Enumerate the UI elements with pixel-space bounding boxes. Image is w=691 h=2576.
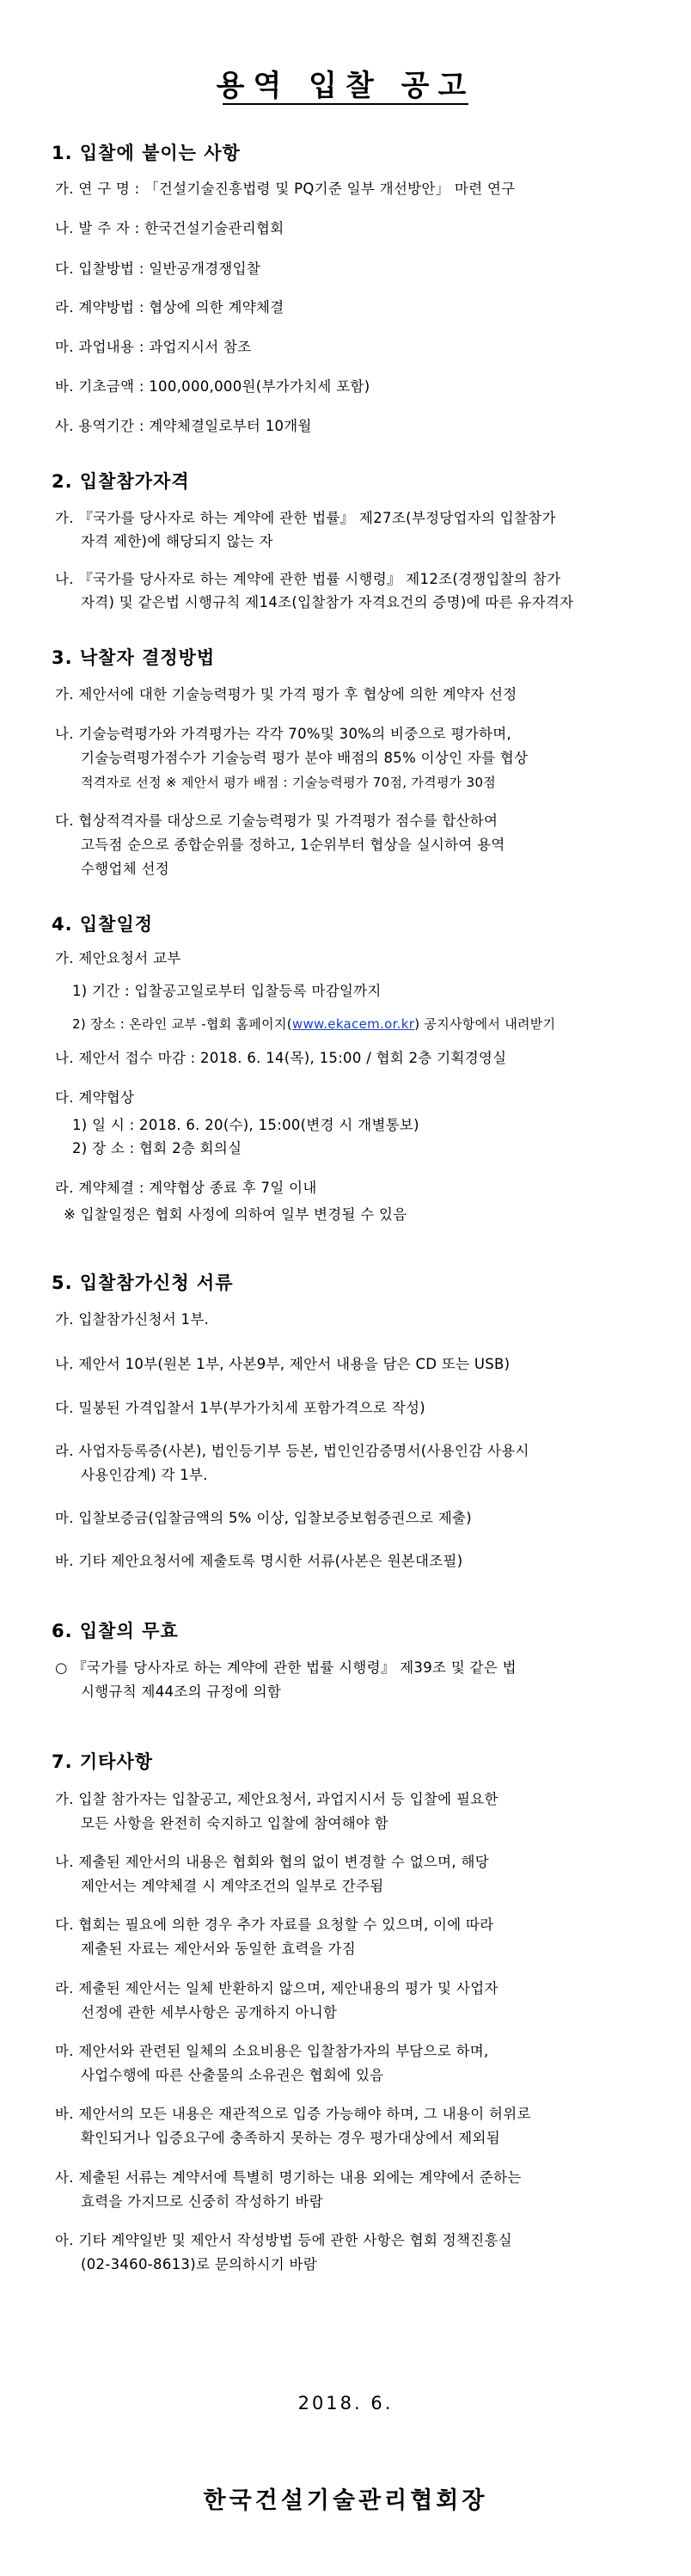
section-5-heading: 5. 입찰참가신청 서류 [52,1273,234,1293]
s7-line-14: 효력을 가지므로 신중히 작성하기 바람 [81,2193,324,2210]
s3-line-1: 가. 제안서에 대한 기술능력평가 및 가격 평가 후 협상에 의한 계약자 선정 [55,686,517,702]
s7-line-16: (02-3460-8613)로 문의하시기 바람 [81,2256,317,2272]
section-6-heading: 6. 입찰의 무효 [52,1621,179,1641]
page-title: 용역 입찰 공고 [216,69,475,103]
s5-line-4: 라. 사업자등록증(사본), 법인등기부 등본, 법인인감증명서(사용인감 사용시 [55,1443,529,1459]
section-3-heading: 3. 낙찰자 결정방법 [52,647,216,668]
s1-item-3: 다. 입찰방법 : 일반공개경쟁입찰 [55,261,261,277]
s4-ga-2: 2) 장소 : 온라인 교부 -협회 홈페이지(www.ekacem.or.kr) 공지사항에서 내려받기 [72,1016,556,1032]
s3-line-3: 기술능력평가점수가 기술능력 평가 분야 배점의 85% 이상인 자를 협상 [81,750,529,766]
s4-da: 다. 계약협상 [55,1089,135,1106]
s1-item-5: 마. 과업내용 : 과업지시서 참조 [55,339,252,355]
s5-line-2: 나. 제안서 10부(원본 1부, 사본9부, 제안서 내용을 담은 CD 또는 USB) [55,1356,511,1372]
s1-item-6: 바. 기초금액 : 100,000,000원(부가가치세 포함) [55,378,370,395]
s7-line-11: 바. 제안서의 모든 내용은 재관적으로 입증 가능해야 하며, 그 내용이 허위로 [55,2106,531,2122]
s7-line-8: 선정에 관한 세부사항은 공개하지 아니함 [81,2004,338,2021]
s7-line-5: 다. 협회는 필요에 의한 경우 추가 자료를 요청할 수 있으며, 이에 따라 [55,1917,494,1933]
s4-da-2: 2) 장 소 : 협회 2층 회의실 [72,1140,242,1156]
s1-item-1: 가. 연 구 명 : 「건설기술진흥법령 및 PQ기준 일부 개선방안」 마련 연구 [55,181,516,197]
signer-name: 한국건설기술관리협회장 [203,2487,488,2514]
s3-line-6: 고득점 순으로 종합순위를 정하고, 1순위부터 협상을 실시하여 용역 [81,837,505,853]
s4-ga: 가. 제안요청서 교부 [55,950,181,966]
s5-line-5: 사용인감계) 각 1부. [81,1467,208,1483]
s7-line-10: 사업수행에 따른 산출물의 소유권은 협회에 있음 [81,2067,384,2083]
s7-line-2: 모든 사항을 완전히 숙지하고 입찰에 참여해야 함 [81,1815,389,1831]
s3-line-7: 수행업체 선정 [81,861,169,877]
s7-line-6: 제출된 자료는 제안서와 동일한 효력을 가짐 [81,1941,357,1957]
s5-line-7: 바. 기타 제안요청서에 제출토록 명시한 서류(사본은 원본대조필) [55,1553,463,1569]
s5-line-3: 다. 밀봉된 가격입찰서 1부(부가가치세 포함가격으로 작성) [55,1400,426,1416]
section-1-heading: 1. 입찰에 붙이는 사항 [52,143,241,163]
s7-line-4: 제안서는 계약체결 시 계약조건의 일부로 간주됨 [81,1878,384,1894]
s5-line-1: 가. 입찰참가신청서 1부. [55,1311,210,1328]
s2-line-4: 자격) 및 같은법 시행규칙 제14조(입찰참가 자격요건의 증명)에 따른 유자격자 [81,594,574,610]
s7-line-9: 마. 제안서와 관련된 일체의 소요비용은 입찰참가자의 부담으로 하며, [55,2043,489,2059]
s2-line-1: 가. 『국가를 당사자로 하는 계약에 관한 법률』 제27조(부정당업자의 입찰참가 [55,510,556,526]
s1-item-4: 라. 계약방법 : 협상에 의한 계약체결 [55,299,284,316]
s4-note: ※ 입찰일정은 협회 사정에 의하여 일부 변경될 수 있음 [64,1206,407,1223]
title-underline [223,103,468,105]
s3-line-2: 나. 기술능력평가와 가격평가는 각각 70%및 30%의 비중으로 평가하며, [55,726,512,742]
s4-na: 나. 제안서 접수 마감 : 2018. 6. 14(목), 15:00 / 협회 2층 기획경영실 [55,1050,507,1066]
s7-line-3: 나. 제출된 제안서의 내용은 협회와 협의 없이 변경할 수 없으며, 해당 [55,1854,489,1870]
s6-line-2: 시행규칙 제44조의 규정에 의함 [81,1684,282,1700]
section-2-heading: 2. 입찰참가자격 [52,471,190,492]
s2-line-2: 자격 제한)에 해당되지 않는 자 [81,533,273,549]
s3-line-4: 적격자로 선정 ※ 제안서 평가 배점 : 기술능력평가 70점, 가격평가 30점 [81,775,497,790]
s4-ga-1: 1) 기간 : 입찰공고일로부터 입찰등록 마감일까지 [72,983,382,999]
homepage-link[interactable]: www.ekacem.or.kr [291,1016,415,1032]
s2-line-3: 나. 『국가를 당사자로 하는 계약에 관한 법률 시행령』 제12조(경쟁입찰의 참가 [55,571,561,587]
s4-da-1: 1) 일 시 : 2018. 6. 20(수), 15:00(변경 시 개별통보) [72,1117,419,1133]
s7-line-13: 사. 제출된 서류는 계약서에 특별히 명기하는 내용 외에는 계약에서 준하는 [55,2169,522,2186]
section-7-heading: 7. 기타사항 [52,1751,154,1772]
s6-line-1: ○ 『국가를 당사자로 하는 계약에 관한 법률 시행령』 제39조 및 같은 법 [55,1659,517,1676]
section-4-heading: 4. 입찰일정 [52,914,154,935]
announcement-date: 2018. 6. [297,2393,394,2413]
s1-item-7: 사. 용역기간 : 계약체결일로부터 10개월 [55,418,312,434]
s7-line-7: 라. 제출된 제안서는 일체 반환하지 않으며, 제안내용의 평가 및 사업자 [55,1980,498,1996]
s3-line-5: 다. 협상적격자를 대상으로 기술능력평가 및 가격평가 점수를 합산하여 [55,813,498,829]
s1-item-2: 나. 발 주 자 : 한국건설기술관리협회 [55,220,284,236]
s7-line-1: 가. 입찰 참가자는 입찰공고, 제안요청서, 과업지시서 등 입찰에 필요한 [55,1791,498,1807]
s7-line-15: 아. 기타 계약일반 및 제안서 작성방법 등에 관한 사항은 협회 정책진흥실 [55,2232,512,2248]
s7-line-12: 확인되거나 입증요구에 충족하지 못하는 경우 평가대상에서 제외됨 [81,2130,500,2146]
s4-ra: 라. 계약체결 : 계약협상 종료 후 7일 이내 [55,1180,317,1196]
s5-line-6: 마. 입찰보증금(입찰금액의 5% 이상, 입찰보증보험증권으로 제출) [55,1510,473,1526]
